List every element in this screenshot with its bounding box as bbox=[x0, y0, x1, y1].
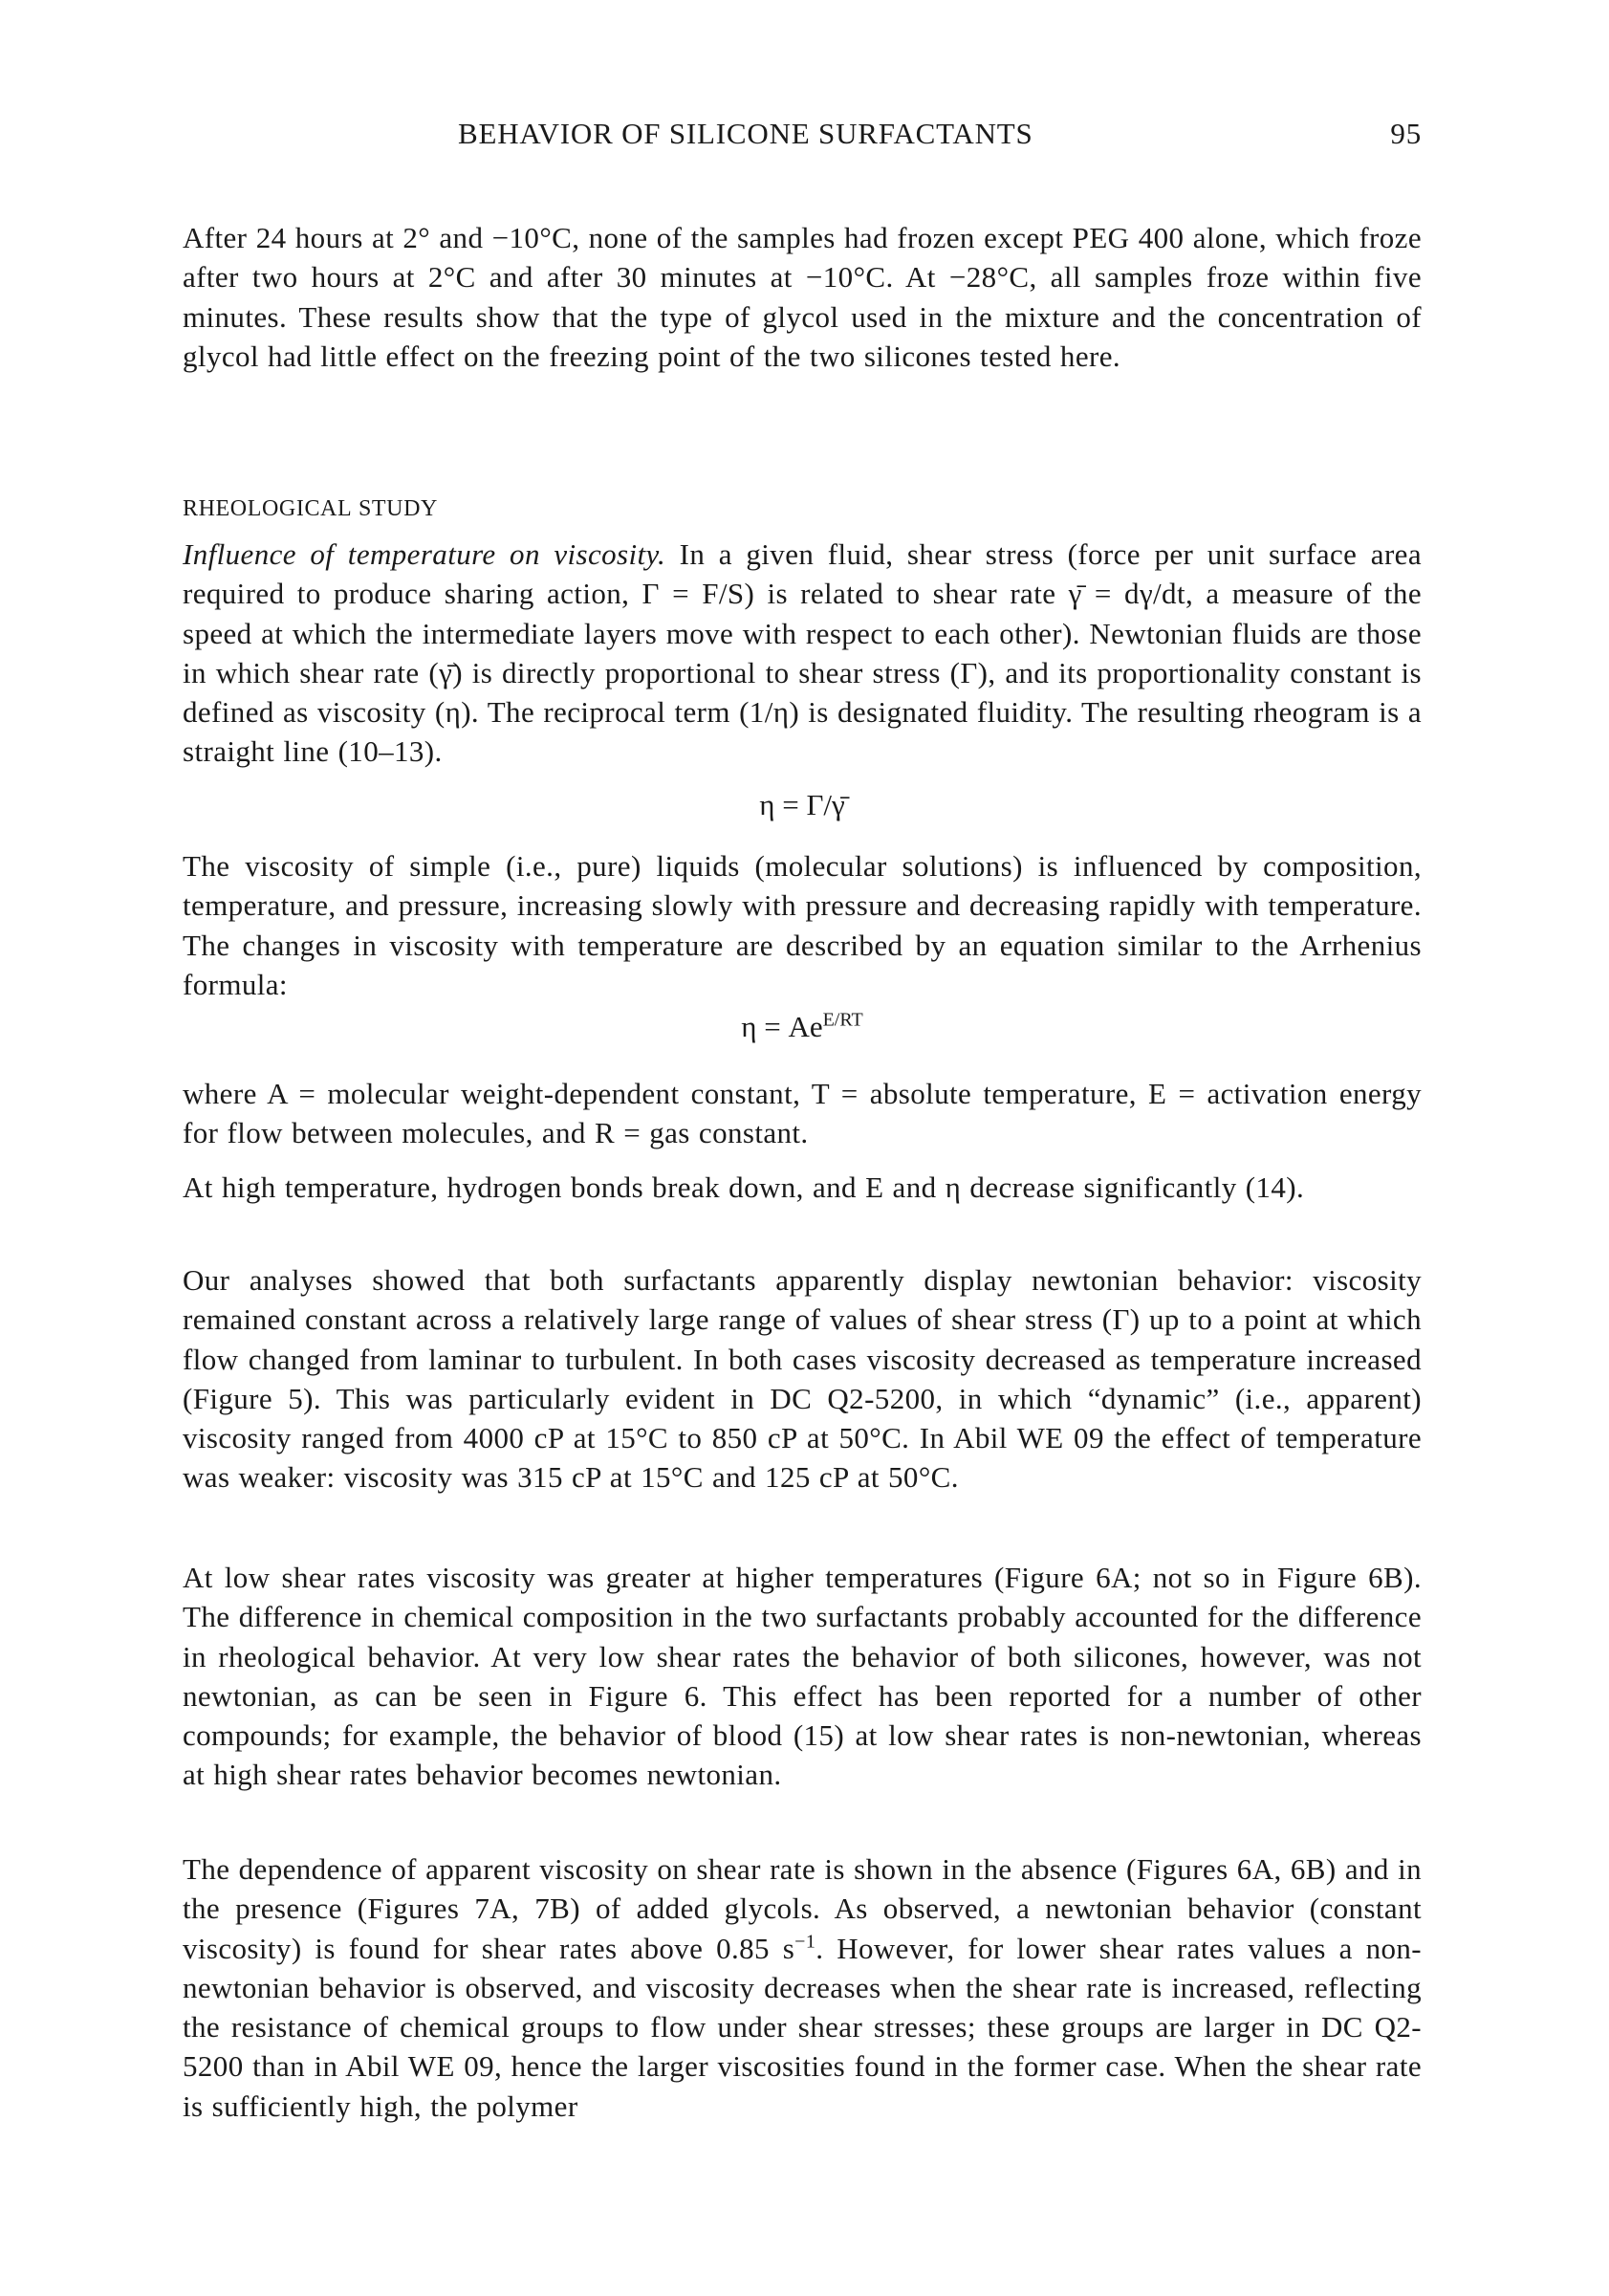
section-heading: RHEOLOGICAL STUDY bbox=[183, 496, 438, 521]
subsection-heading: Influence of temperature on viscosity. bbox=[183, 537, 666, 571]
equation-viscosity: η = Γ/γ̄ bbox=[759, 788, 845, 821]
paragraph-text: In a given fluid, shear stress (force per unit surface area required to produce sharing action, Γ = F/S) is related to shear rate γ̄ = dγ/dt, a measure of the speed at which the intermediate layers move with respect to each other). Newtonian fluids are those in which shear rate (γ̄) is directly proportional to shear stress (Γ), and its proportionality constant is defined as viscosity (η). The reciprocal term (1/η) is designated fluidity. The resulting rheogram is a straight line (10–13). bbox=[183, 537, 1423, 769]
equation-base: η = Ae bbox=[741, 1010, 823, 1043]
paragraph-viscosity-intro bbox=[183, 535, 1422, 772]
superscript: −1 bbox=[794, 1931, 816, 1953]
paragraph-low-shear: At low shear rates viscosity was greater at higher temperatures (Figure 6A; not so in Figure 6B). The difference in chemical composition in the two surfactants probably accounted for the difference in rheological behavior. At very low shear rates the behavior of both silicones, however, was not newtonian, as can be seen in Figure 6. This effect has been reported for a number of other compounds; for example, the behavior of blood (15) at low shear rates is non-newtonian, whereas at high shear rates behavior becomes newtonian. bbox=[183, 1561, 1422, 1792]
equation-exponent: E/RT bbox=[822, 1009, 863, 1031]
paragraph-analyses: Our analyses showed that both surfactants apparently display newtonian behavior: viscosity remained constant across a relatively large range of values of shear stress (Γ) up to a point at which flow changed from laminar to turbulent. In both cases viscosity decreased as temperature increased (Figure 5). This was particularly evident in DC Q2-5200, in which “dynamic” (i.e., apparent) viscosity ranged from 4000 cP at 15°C to 850 cP at 50°C. In Abil WE 09 the effect of temperature was weaker: viscosity was 315 cP at 15°C and 125 cP at 50°C. bbox=[183, 1263, 1422, 1495]
paragraph-shear-dependence bbox=[183, 1849, 1422, 2126]
paragraph-freezing: After 24 hours at 2° and −10°C, none of the samples had frozen except PEG 400 alone, which froze after two hours at 2°C and after 30 minutes at −10°C. At −28°C, all samples froze within five minutes. These results show that the type of glycol used in the mixture and the concentration of glycol had little effect on the freezing point of the two silicones tested here. bbox=[183, 221, 1422, 373]
running-title: BEHAVIOR OF SILICONE SURFACTANTS bbox=[458, 117, 1033, 150]
paragraph-text: The dependence of apparent viscosity on shear rate is shown in the absence (Figures 6A, 6B) and in the presence (Figures 7A, 7B) of added glycols. As observed, a newtonian behavior (constant viscosity) is found for shear rates above 0.85 s bbox=[183, 1852, 1422, 1965]
paragraph-high-temperature: At high temperature, hydrogen bonds break down, and E and η decrease significantly (14). bbox=[183, 1170, 1305, 1204]
equation-arrhenius bbox=[183, 1010, 1422, 1044]
paragraph-simple-liquids: The viscosity of simple (i.e., pure) liquids (molecular solutions) is influenced by composition, temperature, and pressure, increasing slowly with pressure and decreasing rapidly with temperature. The changes in viscosity with temperature are described by an equation similar to the Arrhenius formula: bbox=[183, 849, 1422, 1001]
page-number: 95 bbox=[1390, 117, 1422, 150]
paragraph-text: . However, for lower shear rates values a non-newtonian behavior is observed, and viscosity decreases when the shear rate is increased, reflecting the resistance of chemical groups to flow under shear stresses; these groups are larger in DC Q2-5200 than in Abil WE 09, hence the larger viscosities found in the former case. When the shear rate is sufficiently high, the polymer bbox=[183, 1931, 1422, 2123]
paragraph-definitions: where A = molecular weight-dependent constant, T = absolute temperature, E = activation energy for flow between molecules, and R = gas constant. bbox=[183, 1077, 1422, 1150]
